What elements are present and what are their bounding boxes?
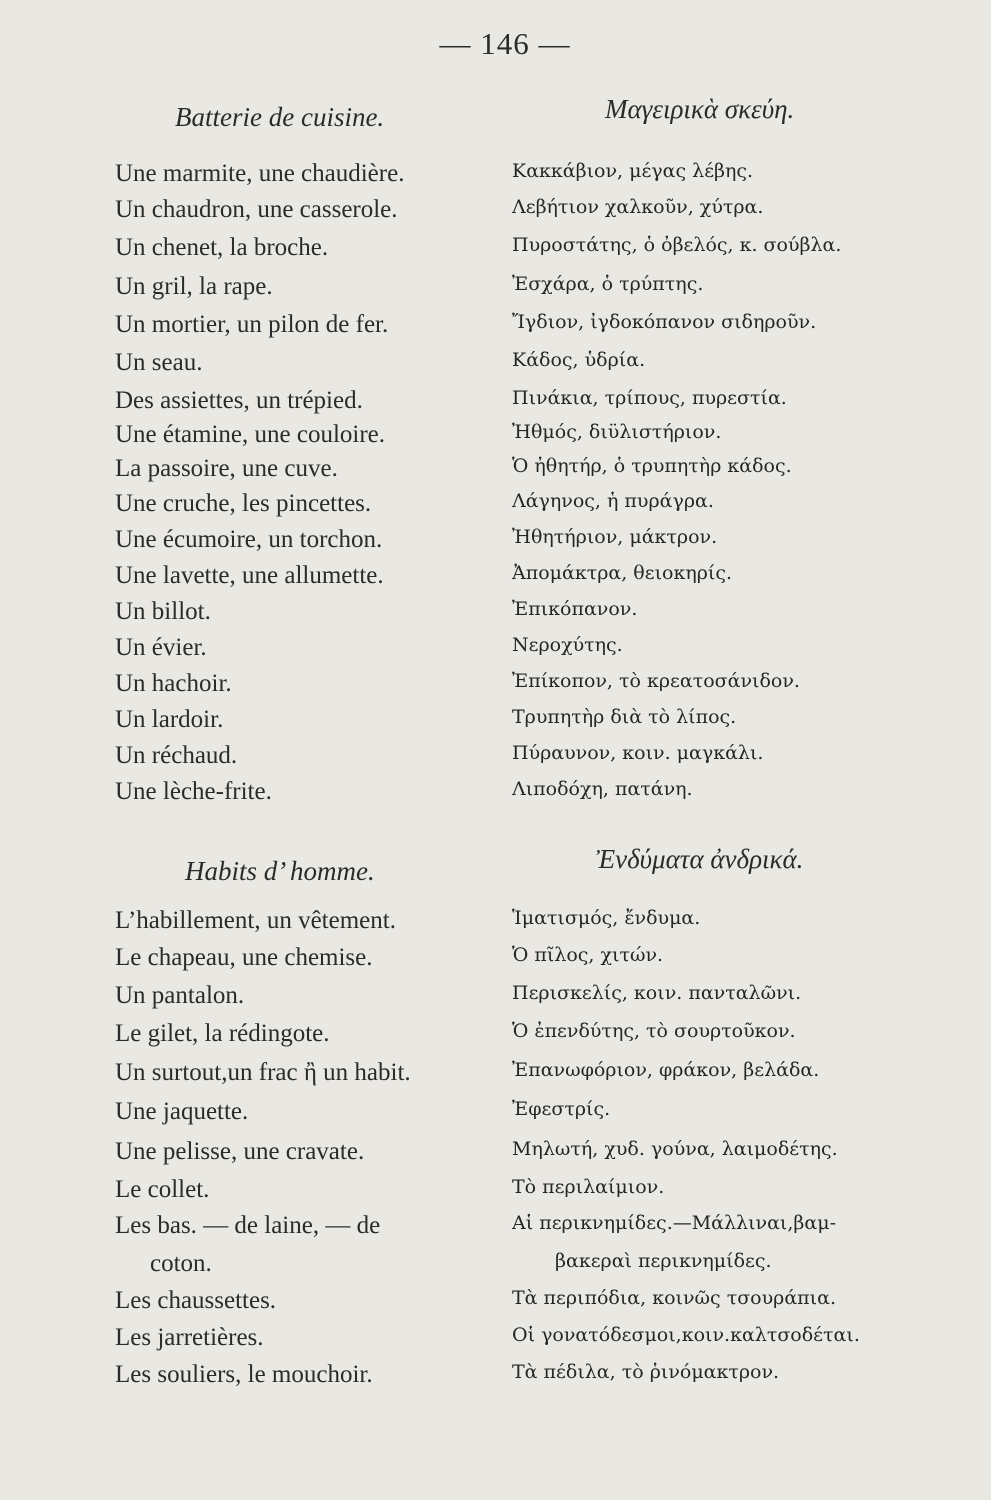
greek-term: βακεραὶ περικνημίδες. [555, 1250, 772, 1272]
french-term: coton. [150, 1250, 212, 1277]
vocabulary-row [0, 670, 991, 706]
greek-term: Κακκάβιον, μέγας λέβης. [512, 160, 754, 182]
french-term: Les jarretières. [115, 1324, 264, 1351]
greek-term: Τρυπητὴρ διὰ τὸ λίπος. [512, 706, 737, 728]
greek-term: Ἐπανωφόριον, φράκον, βελάδα. [512, 1059, 820, 1081]
french-term: Une écumoire, un torchon. [115, 526, 383, 553]
greek-term: Ἠθμός, διϋλιστήριον. [512, 421, 722, 443]
greek-term: Πύραυνον, κοιν. μαγκάλι. [512, 742, 764, 764]
vocabulary-row [0, 349, 991, 385]
greek-term: Ἴγδιον, ἰγδοκόπανον σιδηροῦν. [512, 311, 817, 333]
vocabulary-row [0, 1138, 991, 1174]
french-term: Les souliers, le mouchoir. [115, 1361, 373, 1388]
french-term: Des assiettes, un trépied. [115, 387, 363, 414]
greek-term: Κάδος, ὑδρία. [512, 349, 646, 371]
french-term: Un chenet, la broche. [115, 234, 329, 261]
vocabulary-row [0, 526, 991, 562]
greek-term: Ἐπίκοπον, τὸ κρεατοσάνιδον. [512, 670, 800, 692]
french-term: L’habillement, un vêtement. [115, 907, 396, 934]
vocabulary-row [0, 634, 991, 670]
vocabulary-row [0, 598, 991, 634]
french-term: Le collet. [115, 1176, 210, 1203]
vocabulary-row [0, 1250, 991, 1286]
greek-term: Λιποδόχη, πατάνη. [512, 778, 693, 800]
french-term: Un mortier, un pilon de fer. [115, 311, 389, 338]
section-heading-french: Habits d’ homme. [185, 856, 375, 886]
greek-term: Ὁ ἐπενδύτης, τὸ σουρτοῦκον. [512, 1020, 796, 1042]
french-term: Une jaquette. [115, 1098, 249, 1125]
greek-term: Πυροστάτης, ὁ ὀβελός, κ. σούβλα. [512, 234, 842, 256]
greek-term: Τὸ περιλαίμιον. [512, 1176, 665, 1198]
vocabulary-row [0, 706, 991, 742]
french-term: Un seau. [115, 349, 203, 376]
french-term: Un pantalon. [115, 982, 245, 1009]
vocabulary-row [0, 907, 991, 943]
french-term: Une étamine, une couloire. [115, 421, 386, 448]
french-term: Un chaudron, une casserole. [115, 196, 398, 223]
french-term: Une lavette, une allumette. [115, 562, 384, 589]
french-term: Les bas. — de laine, — de [115, 1212, 381, 1239]
vocabulary-row [0, 1176, 991, 1212]
greek-term: Λεβήτιον χαλκοῦν, χύτρα. [512, 196, 764, 218]
section-heading-greek: Ἐνδύματα ἀνδρικά. [596, 844, 804, 874]
greek-term: Λάγηνος, ἡ πυράγρα. [512, 490, 714, 512]
greek-term: Ἐπικόπανον. [512, 598, 638, 620]
vocabulary-row [0, 421, 991, 457]
section-heading-greek: Μαγειρικὰ σκεύη. [605, 94, 795, 124]
section-heading-french: Batterie de cuisine. [175, 102, 385, 132]
vocabulary-row [0, 234, 991, 270]
greek-term: Τὰ πέδιλα, τὸ ῥινόμακτρον. [512, 1361, 780, 1383]
vocabulary-row [0, 387, 991, 423]
greek-term: Ἀπομάκτρα, θειοκηρίς. [512, 562, 733, 584]
vocabulary-row [0, 1098, 991, 1134]
vocabulary-row [0, 1212, 991, 1248]
greek-term: Ἱματισμός, ἔνδυμα. [512, 907, 701, 929]
greek-term: Αἱ περικνημίδες.—Μάλλιναι,βαμ- [512, 1212, 837, 1234]
french-term: Un évier. [115, 634, 207, 661]
french-term: Un surtout,un frac ἢ un habit. [115, 1059, 411, 1086]
vocabulary-row [0, 455, 991, 491]
french-term: Le gilet, la rédingote. [115, 1020, 330, 1047]
vocabulary-row [0, 982, 991, 1018]
vocabulary-row [0, 490, 991, 526]
greek-term: Ἐσχάρα, ὁ τρύπτης. [512, 273, 704, 295]
vocabulary-row [0, 1324, 991, 1360]
vocabulary-row [0, 160, 991, 196]
french-term: Une cruche, les pincettes. [115, 490, 372, 517]
vocabulary-row [0, 1020, 991, 1056]
french-term: Un lardoir. [115, 706, 224, 733]
greek-term: Ὁ πῖλος, χιτών. [512, 944, 664, 966]
vocabulary-row [0, 311, 991, 347]
greek-term: Ἠθητήριον, μάκτρον. [512, 526, 718, 548]
french-term: Un réchaud. [115, 742, 238, 769]
french-term: La passoire, une cuve. [115, 455, 338, 482]
vocabulary-row [0, 1361, 991, 1397]
french-term: Les chaussettes. [115, 1287, 277, 1314]
greek-term: Οἱ γονατόδεσμοι,κοιν.καλτσοδέται. [512, 1324, 860, 1346]
french-term: Un billot. [115, 598, 211, 625]
greek-term: Μηλωτή, χυδ. γούνα, λαιμοδέτης. [512, 1138, 838, 1160]
greek-term: Περισκελίς, κοιν. πανταλῶνι. [512, 982, 802, 1004]
vocabulary-row [0, 1287, 991, 1323]
vocabulary-row [0, 196, 991, 232]
greek-term: Πινάκια, τρίπους, πυρεστία. [512, 387, 787, 409]
vocabulary-row [0, 1059, 991, 1095]
greek-term: Ὁ ἠθητήρ, ὁ τρυπητὴρ κάδος. [512, 455, 792, 477]
greek-term: Τὰ περιπόδια, κοινῶς τσουράπια. [512, 1287, 836, 1309]
vocabulary-row [0, 944, 991, 980]
vocabulary-row [0, 273, 991, 309]
greek-term: Νεροχύτης. [512, 634, 623, 656]
french-term: Un hachoir. [115, 670, 232, 697]
french-term: Une marmite, une chaudière. [115, 160, 405, 187]
greek-term: Ἐφεστρίς. [512, 1098, 611, 1120]
french-term: Un gril, la rape. [115, 273, 273, 300]
french-term: Une pelisse, une cravate. [115, 1138, 365, 1165]
french-term: Une lèche-frite. [115, 778, 272, 805]
vocabulary-row [0, 778, 991, 814]
vocabulary-row [0, 742, 991, 778]
vocabulary-row [0, 562, 991, 598]
page-number: — 146 — [439, 26, 571, 61]
french-term: Le chapeau, une chemise. [115, 944, 373, 971]
